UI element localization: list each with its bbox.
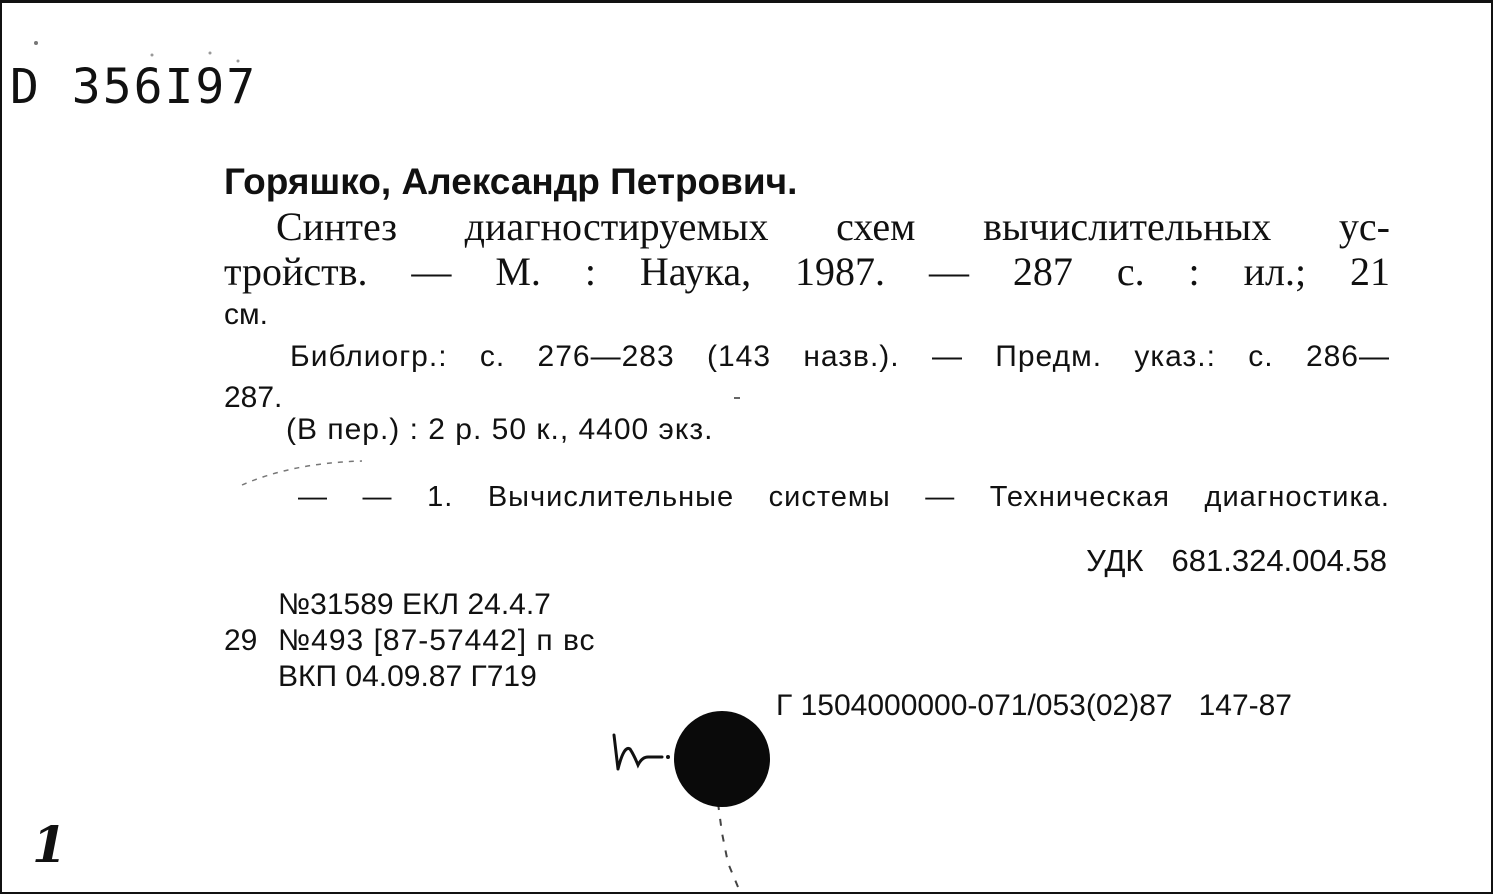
bibliography-note-continued: 287. [224,381,283,414]
bbk-code [776,689,1292,723]
page-number: 1 [32,815,67,874]
bbk-number: 147-87 [1198,689,1292,722]
udc-value: 681.324.004.58 [1171,543,1387,578]
handwritten-mark-icon [608,727,672,777]
binding-price-note: (В пер.) : 2 р. 50 к., 4400 экз. [286,413,714,446]
punched-hole-dot [674,711,770,807]
title-line-1: Синтез диагностируемых схем вычислительных ус- [276,204,1390,249]
subject-heading: — — 1. Вычислительные системы — Техническая диагностика. [298,481,1390,513]
accession-prefix: 29 [224,624,258,657]
udc-label: УДК [1086,543,1144,578]
accession-line-1: №31589 ЕКЛ 24.4.7 [278,588,551,621]
call-number: D 356I97 [10,59,258,115]
accession-line-3: ВКП 04.09.87 Г719 [278,660,537,693]
udc-classification [1086,543,1387,579]
bibliography-note: Библиогр.: с. 276—283 (143 назв.). — Предм. указ.: с. 286— [290,340,1390,373]
bbk-code-value: Г 1504000000-071/053(02)87 [776,689,1173,722]
author-heading: Горяшко, Александр Петрович. [224,161,798,202]
accession-line-2: №493 [87-57442] п вс [278,624,596,657]
title-line-2: тройств. — М. : Наука, 1987. — 287 с. : ил.; 21 [224,249,1390,294]
title-line-3: см. [224,298,268,331]
